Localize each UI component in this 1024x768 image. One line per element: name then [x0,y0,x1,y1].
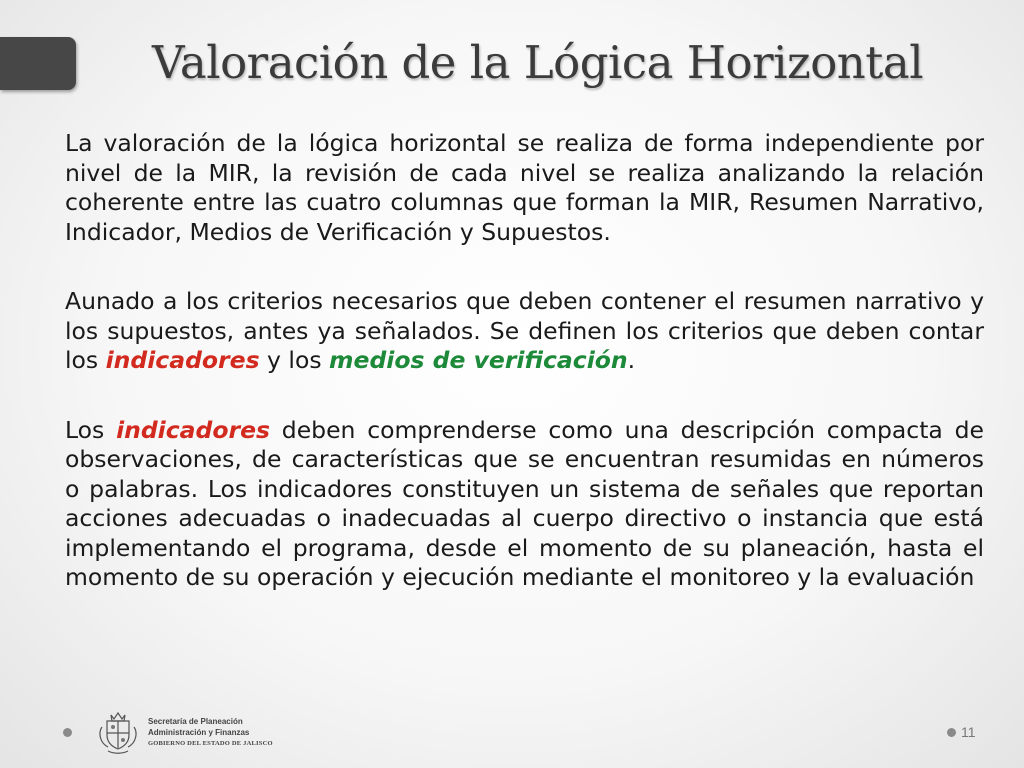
footer-bullet-right [947,728,956,737]
logo-text [148,716,273,749]
logo-line-2: Administración y Finanzas [148,728,250,737]
paragraph-2-text-mid: y los [259,346,330,374]
logo-line-1: Secretaría de Planeación [148,717,243,726]
slide-body [65,129,984,633]
footer-bullet-left [63,728,72,737]
page-indicator [947,722,987,742]
paragraph-3-text-start: Los [65,415,117,444]
paragraph-1-text: La valoración de la lógica horizontal se realiza de forma independiente por nivel de la MIR, la revisión de cada nivel se realiza analizando la relación coherente entre las cuatro columnas que forman la MIR, Resumen Narrativo, Indicador, Medios de Verificación y Supuestos. [65,129,984,246]
logo-line-3: GOBIERNO DEL ESTADO DE JALISCO [148,740,273,747]
keyword-medios-de-verificacion: medios de verificación [329,346,628,374]
slide-title: Valoración de la Lógica Horizontal [152,36,924,89]
government-logo [93,705,273,755]
keyword-indicadores-2: indicadores [116,415,271,444]
coat-of-arms-icon [93,705,143,755]
page-number: 11 [961,724,976,740]
paragraph-2-text-end: . [627,346,636,374]
title-accent-tab [0,37,76,90]
paragraph-3-text-end: deben comprenderse como una descripción compacta de observaciones, de características que se encuentran resumidas en números o palabras. Los indicadores constituyen un sistema de señales que reportan acciones adecuadas o inadecuadas al cuerpo directivo o instancia que está implementando el programa, desde el momento de su planeación, hasta el momento de su operación y ejecución mediante el monitoreo y la evaluación [65,415,984,591]
paragraph-3 [65,416,984,593]
paragraph-2 [65,287,984,376]
paragraph-2-text-start: Aunado a los criterios necesarios que deben contener el resumen narrativo y los supuestos, antes ya señalados. Se definen los criterios que deben contar los [65,287,984,374]
keyword-indicadores: indicadores [105,346,260,374]
paragraph-1 [65,129,984,247]
